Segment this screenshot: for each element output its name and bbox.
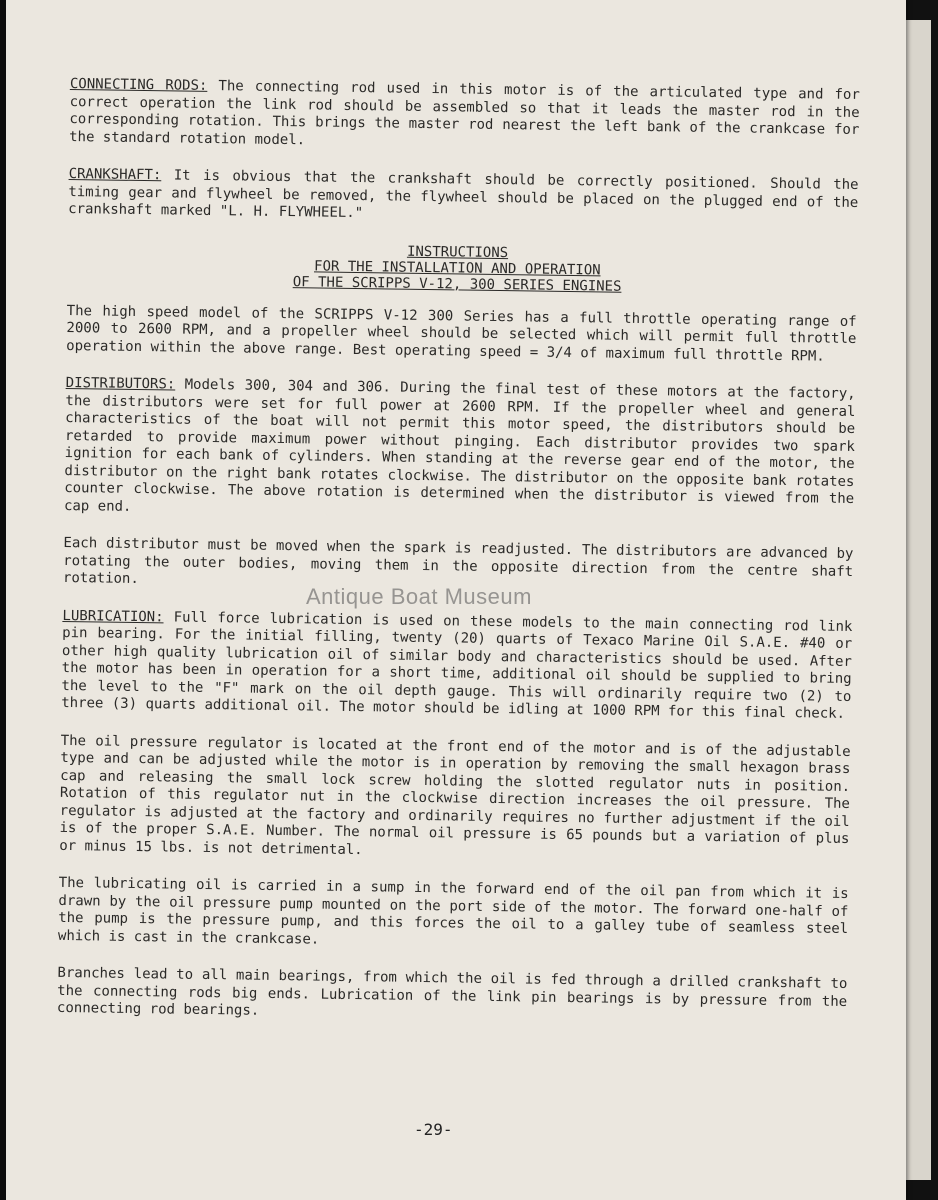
page-content <box>57 76 860 1048</box>
instructions-title <box>207 240 708 295</box>
connecting-rods-paragraph <box>69 76 860 157</box>
crankshaft-text: It is obvious that the crankshaft should be correctly positioned. Should the timing gear and flywheel be removed, the flywheel should be placed on the plugged end of the crankshaft marked "L. H. FLYWHEEL." <box>68 167 859 222</box>
document-page <box>6 0 906 1200</box>
intro-paragraph: The high speed model of the SCRIPPS V-12 300 Series has a full throttle operating range of 2000 to 2600 RPM, and a propeller wheel should be selected which will permit full throttle operation within the above range. Best operating speed = 3/4 of maximum full throttle RPM. <box>66 302 857 365</box>
lubrication-paragraph <box>61 607 852 723</box>
page-number: -29- <box>414 1120 453 1139</box>
crankshaft-heading: CRANKSHAFT: <box>68 165 162 184</box>
connecting-rods-text: The connecting rod used in this motor is of the articulated type and for correct operation the link rod should be assembled so that it leads the master rod in the corresponding rotation. This brings the master rod nearest the left bank of the crankcase for the standard rotation model. <box>69 78 860 148</box>
lubrication-heading: LUBRICATION: <box>62 607 164 625</box>
lubrication-text: Full force lubrication is used on these models to the main connecting rod link pin bearing. For the initial filling, twenty (20) quarts of Texaco Marine Oil S.A.E. #40 or other high quality lubrication oil of similar body and characteristics should be used. After the motor has been in operation for a short time, additional oil should be supplied to bring the level to the "F" mark on the oil depth gauge. This will ordinarily require two (2) to three (3) quarts additional oil. The motor should be idling at 1000 RPM for this final check. <box>61 609 853 722</box>
connecting-rods-heading: CONNECTING RODS: <box>69 76 208 94</box>
distributors-paragraph <box>64 375 856 526</box>
oil-pressure-paragraph: The oil pressure regulator is located at the front end of the motor and is of the adjustable type and can be adjusted while the motor is in operation by removing the small hexagon brass cap and releasing the small lock screw holding the slotted regulator nuts in position. Rotation of this regulator nut in the clockwise direction increases the oil pressure. The regulator is adjusted at the factory and ordinarily requires no further adjustment if the oil is of the proper S.A.E. Number. The normal oil pressure is 65 pounds but a variation of plus or minus 15 lbs. is not detrimental. <box>59 732 851 858</box>
title-line-3: OF THE SCRIPPS V-12, 300 SERIES ENGINES <box>292 273 622 295</box>
title-line-2: FOR THE INSTALLATION AND OPERATION <box>313 257 601 278</box>
branches-paragraph: Branches lead to all main bearings, from which the oil is fed through a drilled crankshaft to the connecting rods big ends. Lubrication of the link pin bearings is by pressure from the connecting rod bearings. <box>56 964 848 1019</box>
distributors-text: Models 300, 304 and 306. During the final test of these motors at the factory, the distributors were set for full power at 2600 RPM. If the propeller wheel and general characteristics of the boat will not permit this motor speed, the distributors should be retarded to provide maximum power without pinging. Each distributor provides two spark ignition for each bank of cylinders. When standing at the reverse gear end of the motor, the distributor on the right bank rotates clockwise. The distributor on the opposite bank rotates counter clockwise. The above rotation is determined when the distributor is viewed from the cap end. <box>63 376 856 515</box>
title-line-1: INSTRUCTIONS <box>406 243 509 261</box>
distributors-heading: DISTRIBUTORS: <box>65 374 176 393</box>
sump-paragraph: The lubricating oil is carried in a sump in the forward end of the oil pan from which it is drawn by the oil pressure pump mounted on the port side of the motor. The forward one-half of the pump is the pressure pump, and this forces the oil to a galley tube of seamless steel which is cast in the crankcase. <box>57 874 849 948</box>
watermark: Antique Boat Museum <box>306 584 532 609</box>
distributors-adjust-paragraph: Each distributor must be moved when the spark is readjusted. The distributors are advanced by rotating the outer bodies, moving them in the opposite direction from the centre shaft rotation. <box>62 534 854 588</box>
crankshaft-paragraph <box>68 166 859 230</box>
